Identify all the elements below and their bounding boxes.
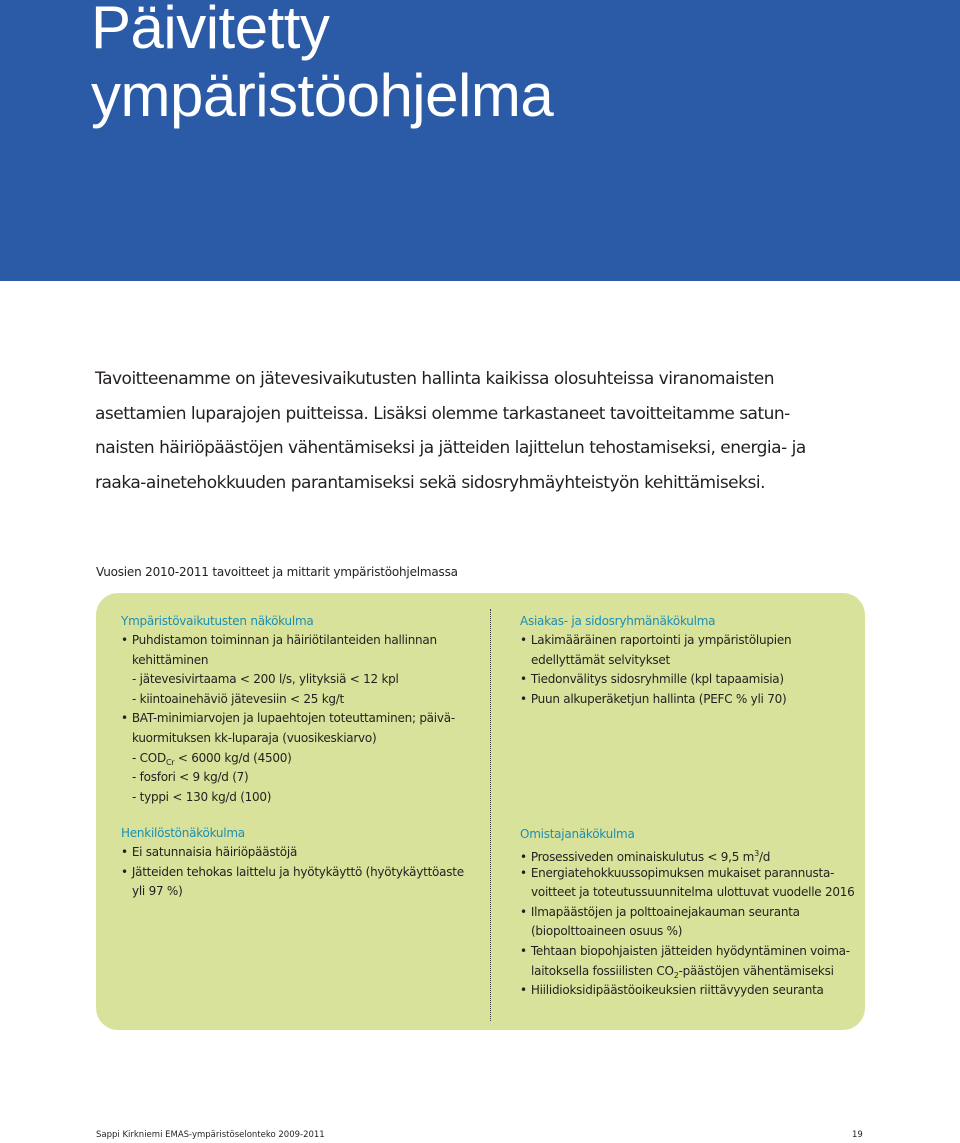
personnel-title: Henkilöstönäkökulma [121,826,245,840]
stakeholders-section [520,611,791,709]
cod-value: < 6000 kg/d (4500) [174,750,292,765]
list-item: • Jätteiden tehokas laittelu ja hyötykäyttö (hyötykäyttöaste [121,863,464,883]
intro-line: asettamien luparajojen puitteissa. Lisäksi olemme tarkastaneet tavoitteitamme satun- [95,403,790,424]
box-caption: Vuosien 2010-2011 tavoitteet ja mittarit ympäristöohjelmassa [96,565,458,579]
list-item: • BAT-minimiarvojen ja lupaehtojen toteuttaminen; päivä- [121,709,455,729]
list-item-continuation: voitteet ja toteutussuunnitelma ulottuvat vuodelle 2016 [531,885,855,900]
header-band [0,0,960,281]
list-item-co2 [520,962,855,982]
page-number: 19 [852,1130,863,1140]
list-item: • Puhdistamon toiminnan ja häiriötilanteiden hallinnan [121,631,455,651]
water-superscript: 3 [754,849,759,858]
list-item: • Ei satunnaisia häiriöpäästöjä [121,843,464,863]
owner-title: Omistajanäkökulma [520,827,635,841]
list-item: • Tehtaan biopohjaisten jätteiden hyödyntäminen voima- [520,942,855,962]
list-item-continuation: (biopolttoaineen osuus %) [531,924,683,939]
water-text: Prosessiveden ominaiskulutus < 9,5 m [530,850,755,864]
list-subitem: - kiintoainehäviö jätevesiin < 25 kg/t [132,691,345,706]
environment-title: Ympäristövaikutusten näkökulma [121,614,314,628]
list-subitem-cod [121,749,455,769]
list-item: • Tiedonvälitys sidosryhmille (kpl tapaamisia) [520,670,791,690]
list-item: • Ilmapäästöjen ja polttoainejakauman seuranta [520,903,855,923]
footer-publication: Sappi Kirkniemi EMAS-ympäristöselonteko 2009-2011 [96,1130,325,1140]
list-item-continuation: kehittäminen [132,652,209,667]
list-subitem: - jätevesivirtaama < 200 l/s, ylityksiä < 12 kpl [132,672,399,687]
list-item: • Energiatehokkuussopimuksen mukaiset parannusta- [520,864,855,884]
list-item-continuation: yli 97 %) [132,884,183,899]
list-item: • Hiilidioksidipäästöoikeuksien riittävyyden seuranta [520,981,855,1001]
co2-text: laitoksella fossiilisten CO [531,963,674,978]
water-unit: /d [758,850,771,864]
column-divider [490,609,491,1021]
page-title [91,0,553,130]
environment-section [121,611,455,807]
list-subitem: - fosfori < 9 kg/d (7) [132,770,249,785]
page-title-line-2: ympäristöohjelma [91,62,554,129]
intro-paragraph [95,362,865,500]
list-item-continuation: kuormituksen kk-luparaja (vuosikeskiarvo) [132,730,377,745]
cod-label: - COD [132,750,166,765]
personnel-section [121,823,464,902]
list-subitem: - typpi < 130 kg/d (100) [132,789,272,804]
list-item-water [520,844,855,864]
stakeholders-title: Asiakas- ja sidosryhmänäkökulma [520,614,716,628]
intro-line: raaka-ainetehokkuuden parantamiseksi sekä sidosryhmäyhteistyön kehittämiseksi. [95,472,765,493]
page-title-line-1: Päivitetty [91,0,330,61]
list-item: • Puun alkuperäketjun hallinta (PEFC % yli 70) [520,690,791,710]
owner-section [520,824,855,1001]
co2-rest: -päästöjen vähentämiseksi [678,963,834,978]
intro-line: Tavoitteenamme on jätevesivaikutusten hallinta kaikissa olosuhteissa viranomaisten [95,369,774,389]
list-item-continuation: edellyttämät selvitykset [531,652,670,667]
intro-line: naisten häiriöpäästöjen vähentämiseksi ja jätteiden lajittelun tehostamiseksi, energia- ja [95,438,806,458]
co2-subscript: 2 [673,970,679,980]
cod-subscript: Cr [165,757,175,767]
list-item: • Lakimääräinen raportointi ja ympäristölupien [520,631,791,651]
